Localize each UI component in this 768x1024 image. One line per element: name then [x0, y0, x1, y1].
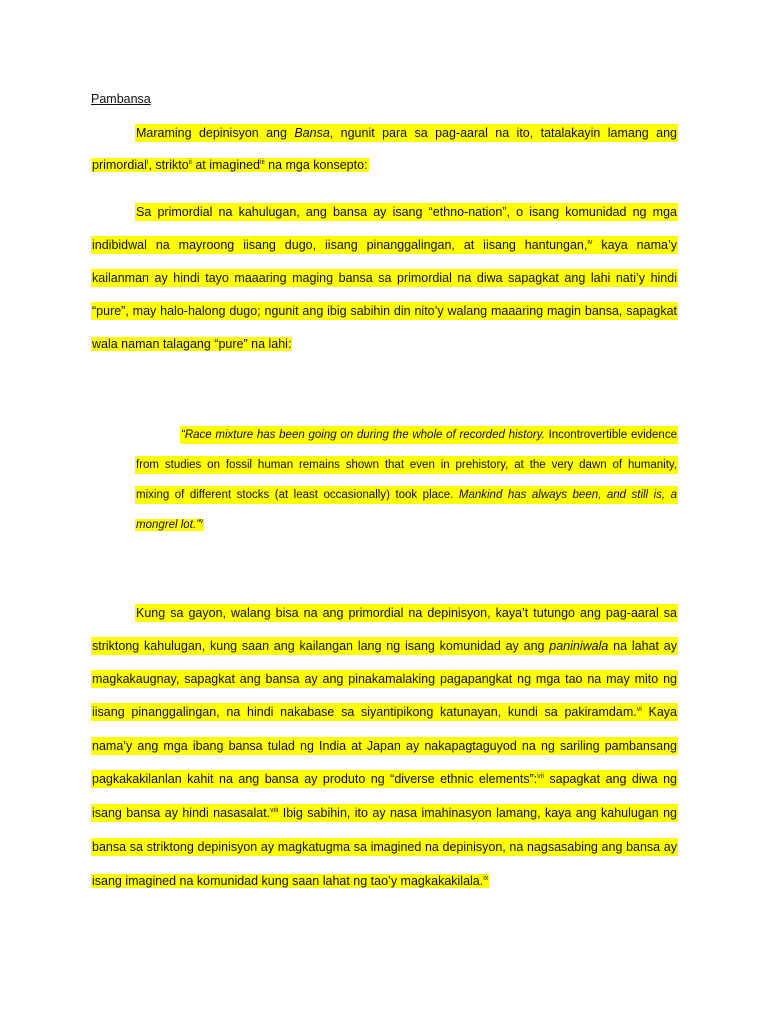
quote-line-3: mixing of different stocks (at least occasionally) took place. Mankind has always been, and still is, a	[135, 486, 678, 504]
p3-line-7: isang bansa ay hindi nasasalat.$^{viii}$ Ibig sabihin, ito ay nasa imahinasyon lamang, kaya ang kahulugan ng	[92, 806, 678, 820]
p3-line-3: magkakaugnay, sapagkat ang bansa ay ang pinakamalaking pagapangkat ng mga tao na may mito ng	[92, 672, 677, 686]
section-heading: Pambansa	[91, 92, 151, 106]
footnote-ref-vii[interactable]: vii	[537, 772, 544, 780]
quote-line-2: from studies on fossil human remains shown that even in prehistory, at the very dawn of humanity,	[135, 456, 678, 474]
footnote-ref-ii[interactable]: ii	[188, 158, 192, 166]
p3-line-1: Kung sa gayon, walang bisa na ang primordial na depinisyon, kaya’t tutungo ang pag-aaral sa	[136, 606, 677, 620]
quote-line-1: “Race mixture has been going on during the whole of recorded history. Incontrovertible evidence	[180, 426, 678, 444]
p3-line-9: isang imagined na komunidad kung saan lahat ng tao’y magkakakilala.$^{ix}$	[92, 874, 489, 888]
p2-line-2: indibidwal na mayroong iisang dugo, iisang pinanggalingan, at iisang hantungan,$^{iv}$ kaya nama’y	[92, 238, 677, 252]
p3-line-5: nama’y ang mga ibang bansa tulad ng India at Japan ay nakapagtaguyod na ng sariling pambansang	[92, 739, 677, 753]
footnote-ref-vi[interactable]: vi	[636, 705, 642, 713]
p2-line-3: kailanman ay hindi tayo maaaring maging bansa sa primordial na diwa sapagkat ang lahi nati’y hindi	[92, 271, 677, 285]
footnote-ref-v[interactable]: v	[199, 518, 204, 526]
p3-line-6: pagkakakilanlan kahit na ang bansa ay produto ng “diverse ethnic elements”:$^{vii}$ sapagkat ang diwa ng	[92, 772, 677, 786]
quote-line-4: mongrel lot.”$^v$	[136, 518, 204, 531]
p2-line-4: “pure”, may halo-halong dugo; ngunit ang ibig sabihin din nito’y walang maaaring magin bansa, sapagkat	[92, 304, 677, 318]
footnote-ref-iii[interactable]: iii	[259, 158, 265, 166]
p3-line-2: striktong kahulugan, kung saan ang kailangan lang ng isang komunidad ay ang paniniwala na lahat ay	[92, 639, 677, 653]
p2-line-5: wala naman talagang “pure” na lahi:	[92, 337, 292, 351]
p1-line-1: Maraming depinisyon ang Bansa, ngunit para sa pag-aaral na ito, tatalakayin lamang ang	[136, 126, 677, 140]
footnote-ref-i[interactable]: i	[146, 158, 149, 166]
p3-line-4: iisang pinanggalingan, na hindi nakabase sa siyantipikong katunayan, kundi sa pakiramdam.$^{vi}$ Kaya	[92, 705, 677, 719]
footnote-ref-viii[interactable]: viii	[270, 806, 279, 814]
footnote-ref-ix[interactable]: ix	[483, 874, 489, 882]
p1-line-2: primordial$^i$, strikto$^{ii}$ at imagined$^{iii}$ na mga konsepto:	[92, 158, 368, 172]
p3-line-8: bansa sa striktong depinisyon ay magkatugma sa imagined na depinisyon, na nagsasabing ang bansa ay	[92, 840, 677, 854]
p2-line-1: Sa primordial na kahulugan, ang bansa ay isang “ethno-nation”, o isang komunidad ng mga	[136, 205, 677, 219]
footnote-ref-iv[interactable]: iv	[587, 238, 593, 246]
